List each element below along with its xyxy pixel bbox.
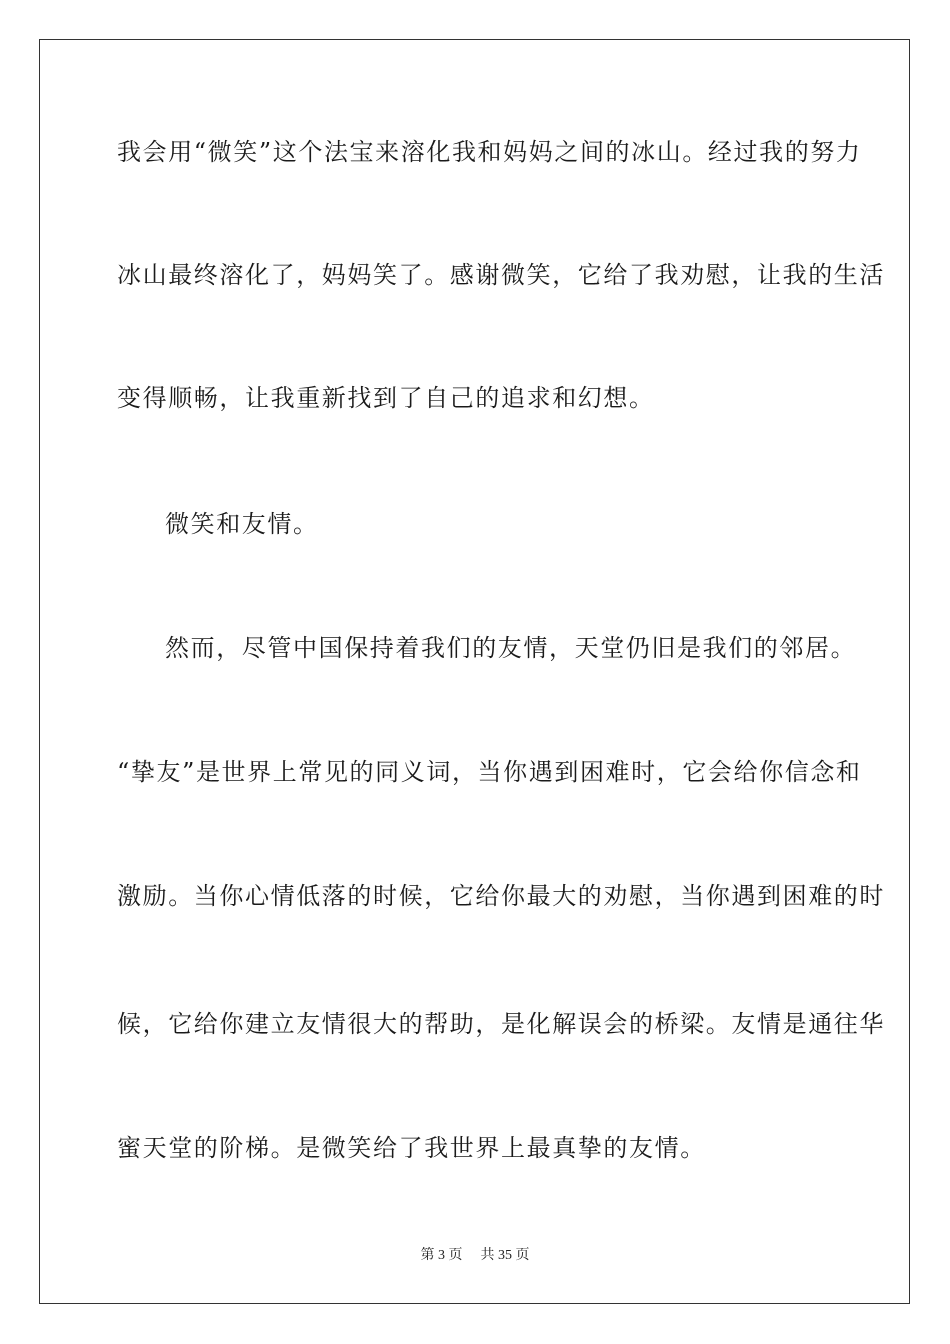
paragraph-line-6: “挚友”是世界上常见的同义词，当你遇到困难时，它会给你信念和 (117, 758, 862, 786)
paragraph-line-1: 我会用“微笑”这个法宝来溶化我和妈妈之间的冰山。经过我的努力 (117, 138, 862, 166)
page-border (39, 39, 910, 1304)
section-heading: 微笑和友情。 (165, 510, 319, 538)
page-footer (0, 1247, 950, 1265)
paragraph-line-9: 蜜天堂的阶梯。是微笑给了我世界上最真挚的友情。 (117, 1134, 706, 1162)
page-total: 共 35 页 (480, 1248, 530, 1263)
paragraph-line-3: 变得顺畅，让我重新找到了自己的追求和幻想。 (117, 384, 655, 412)
paragraph-line-8: 候，它给你建立友情很大的帮助，是化解误会的桥梁。友情是通往华 (117, 1010, 885, 1038)
paragraph-line-7: 激励。当你心情低落的时候，它给你最大的劝慰，当你遇到困难的时 (117, 882, 885, 910)
paragraph-line-5: 然而，尽管中国保持着我们的友情，天堂仍旧是我们的邻居。 (165, 634, 857, 662)
paragraph-line-2: 冰山最终溶化了，妈妈笑了。感谢微笑，它给了我劝慰，让我的生活 (117, 261, 885, 289)
page-number: 第 3 页 (420, 1248, 463, 1263)
